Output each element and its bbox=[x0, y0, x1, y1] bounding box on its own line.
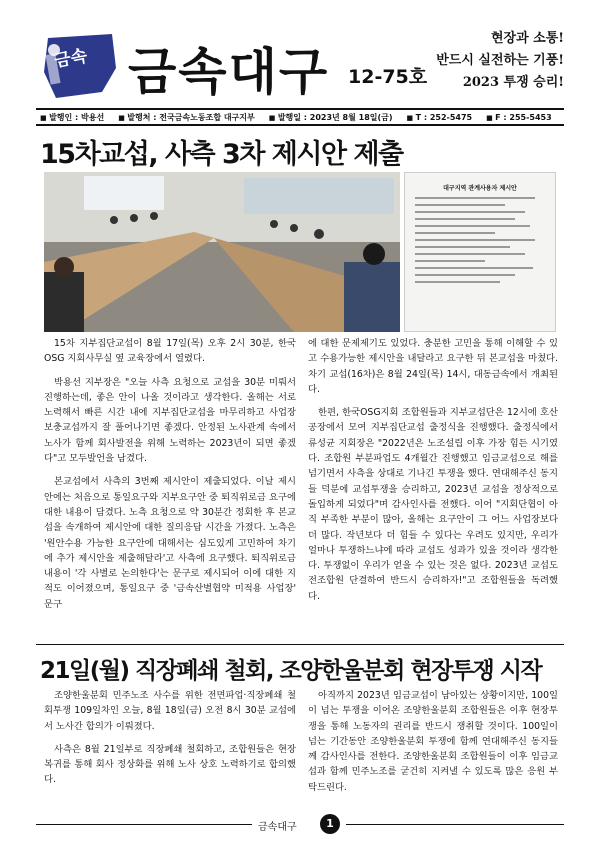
publisher: ■ 발행인 : 박용선 bbox=[40, 112, 104, 123]
document-line bbox=[415, 274, 515, 276]
article2-right-column bbox=[308, 688, 558, 803]
paragraph: 사측은 8월 21일부로 직장폐쇄 철회하고, 조합원들은 현장복귀를 통해 회사 정상화를 위해 노사 상호 노력하기로 합의했다. bbox=[44, 743, 296, 786]
paragraph: 한편, 한국OSG지회 조합원들과 지부교섭단은 12시에 호산공장에서 모여 지부집단교섭 출정식을 진행했다. 출정식에서 류성균 지회장은 "2022년은 노조설립 이후 가장 힘든 시기였다. 조합원 부분파업도 4개월간 진행했고 임금교섭으로 해를 넘기면서 사측을 상대로 기나긴 투쟁을 했다. 연대해주신 동지들 덕분에 교섭투쟁을 승리하고, 2023년 교섭을 정상적으로 돌입하게 되었다"며 감사인사를 전했다. 이어 "지회단협이 아직 부족한 부분이 많아, 올해는 요구안이 그 어느 사업장보다 더 많다. 작년보다 더 힘들 수 있다는 우려도 있지만, 우리가 얼마나 투쟁하느냐에 따라 교섭도 성과가 있을 것이라 생각한다. 투쟁없이 우리가 얻을 수 있는 것은 없다. 2023년 교섭도 전조합원 단결하여 반드시 승리하자!"고 조합원들을 독려했다. bbox=[308, 407, 558, 602]
document-line bbox=[415, 239, 535, 241]
page-number: 1 bbox=[320, 814, 340, 834]
slogan: 반드시 실전하는 기풍! bbox=[436, 53, 564, 68]
document-line bbox=[415, 267, 533, 269]
footer-newsletter-name: 금속대구 bbox=[258, 822, 297, 833]
document-line bbox=[415, 197, 535, 199]
article2-headline: 21일(월) 직장폐쇄 철회, 조양한울분회 현장투쟁 시작 bbox=[40, 658, 542, 684]
slogan: 2023 투쟁 승리! bbox=[462, 75, 564, 90]
article1-headline: 15차교섭, 사측 3차 제시안 제출 bbox=[40, 139, 403, 170]
paragraph: 15차 지부집단교섭이 8월 17일(목) 오후 2시 30분, 한국OSG 지회사무실 옆 교육장에서 열렸다. bbox=[44, 338, 296, 365]
slogan: 현장과 소통! bbox=[490, 31, 564, 46]
document-line bbox=[415, 211, 525, 213]
newsletter-title: 금속대구 bbox=[128, 43, 330, 101]
document-line bbox=[415, 260, 485, 262]
document-line bbox=[415, 225, 530, 227]
footer-rule bbox=[346, 824, 564, 825]
document-line bbox=[415, 204, 505, 206]
publish-date: ■ 발행일 : 2023년 8월 18일(금) bbox=[269, 112, 393, 123]
document-line bbox=[415, 232, 495, 234]
document-line bbox=[415, 281, 500, 283]
document-line bbox=[415, 218, 515, 220]
paragraph: 박용선 지부장은 "오늘 사측 요청으로 교섭을 30분 미뤄서 진행하는데, 좋은 안이 나올 것이라고 생각한다. 올해는 서로 노력해서 빠른 시간 내에 지부집단교섭을 마무리하고 사업장 보충교섭까지 잘 풀어나기면 좋겠다. 안정된 노사관계 속에서 노사가 함께 회사발전을 위해 노력하는 2023년이 되면 좋겠다"고 모두발언을 남겼다. bbox=[44, 376, 296, 465]
footer-rule bbox=[36, 824, 252, 825]
telephone: ■ T : 252-5475 bbox=[407, 113, 473, 122]
masthead bbox=[36, 22, 564, 104]
paragraph: 아직까지 2023년 임금교섭이 남아있는 상황이지만, 100일이 넘는 투쟁을 이어온 조양한울분회 조합원들은 이후 현장투쟁을 통해 노동자의 권리를 반드시 쟁취할 것이다. 100일이 넘는 기간동안 조양한울분회 투쟁에 함께 연대해주신 동지들께 감사인사를 전한다. 조양한울분회 조합원들이 이후 임금교섭과 함께 민주노조를 굳건히 지켜낼 수 있도록 많은 응원 부탁드린다. bbox=[308, 690, 558, 793]
document-line bbox=[415, 246, 510, 248]
document-title: 대구지역 관계사용자 제시안 bbox=[443, 185, 517, 192]
article1-left-column bbox=[44, 336, 296, 620]
logo-text: 금속 bbox=[52, 46, 89, 72]
slogans bbox=[436, 28, 564, 94]
bargaining-meeting-photo bbox=[44, 172, 400, 332]
article1-right-column bbox=[308, 336, 558, 612]
paragraph: 에 대한 문제제기도 있었다. 충분한 고민을 통해 이해할 수 있고 수용가능한 제시안을 내달라고 요구한 뒤 본교섭을 마쳤다. 차기 교섭(16차)은 8월 24일(목) 14시, 대동금속에서 개최된다. bbox=[308, 338, 558, 395]
proposal-document-photo bbox=[404, 172, 556, 332]
document-line bbox=[415, 253, 525, 255]
fax: ■ F : 255-5453 bbox=[486, 113, 552, 122]
article2-left-column bbox=[44, 688, 296, 796]
section-divider bbox=[36, 644, 564, 645]
publication-info-bar bbox=[36, 108, 564, 126]
paragraph: 본교섭에서 사측의 3번째 제시안이 제출되었다. 이날 제시안에는 처음으로 통일요구와 지부요구안 중 퇴직위로금 요구에 대한 내용이 담겼다. 노측 요청으로 약 30분간 정회한 후 본교섭을 속개하여 제시안에 대한 질의응답 시간을 가졌다. 노측은 '원안수용 가능한 요구안에 대해서는 심도있게 고민하여 차기에 추가 제시안을 제출해달라'고 사측에 요구했다. 퇴직위로금 내용이 '각 사별로 논의한다'는 문구로 제시되어 이에 대한 지적도 이어졌으며, 통일요구 중 '금속산별협약 미적용 사업장' 문구 bbox=[44, 476, 296, 610]
issue-number: 12-75호 bbox=[348, 66, 428, 88]
page-footer bbox=[0, 812, 600, 842]
paragraph: 조양한울분회 민주노조 사수를 위한 전면파업·직장폐쇄 철회투쟁 109일차인 오늘, 8월 18일(금) 오전 8시 30분 교섭에서 노사간 합의가 이뤄졌다. bbox=[44, 690, 296, 732]
publishing-office: ■ 발행처 : 전국금속노동조합 대구지부 bbox=[118, 112, 255, 123]
